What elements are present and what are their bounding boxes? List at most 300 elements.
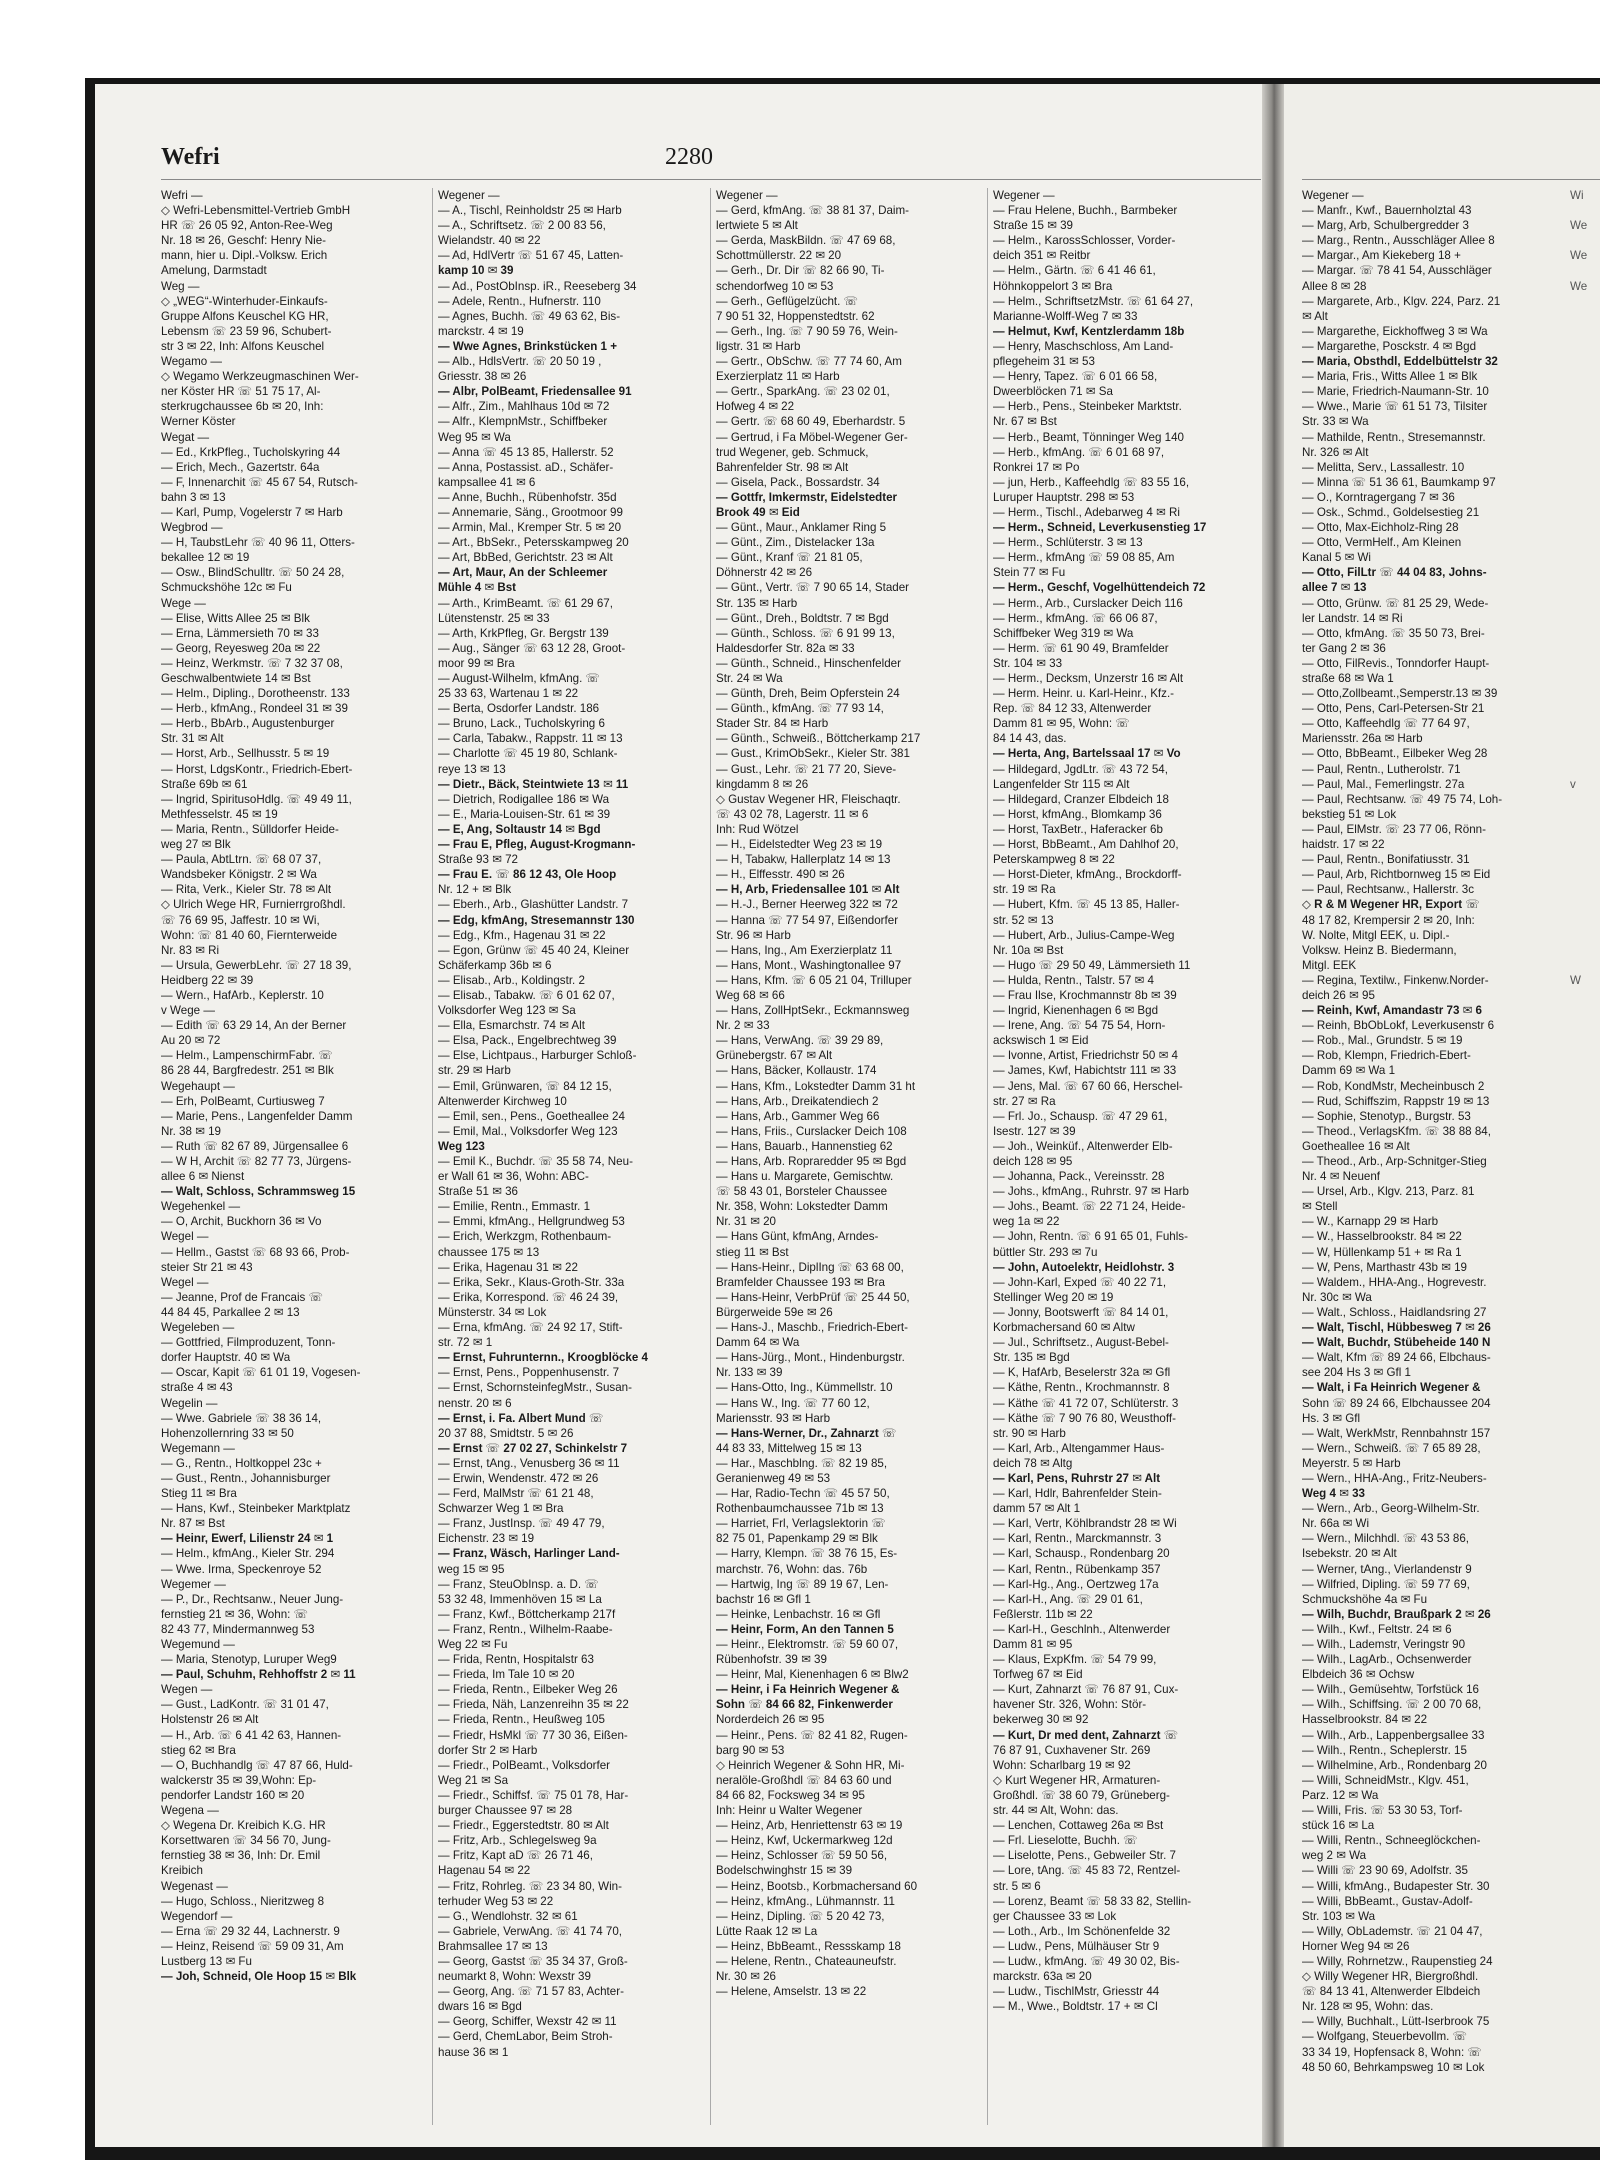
- directory-entry-line: — Anna ☏ 45 13 85, Hallerstr. 52: [438, 445, 614, 459]
- directory-entry-line: — Herm., kfmAng. ☏ 66 06 87,: [993, 611, 1158, 625]
- directory-entry-line: — James, Kwf, Habichtstr 111 ✉ 33: [993, 1064, 1177, 1078]
- directory-entry-line: — Frau E. ☏ 86 12 43, Ole Hoop: [438, 868, 617, 882]
- directory-entry-line: — Wern., Arb., Georg-Wilhelm-Str.: [1302, 1502, 1480, 1516]
- directory-entry-line: — Wwe Agnes, Brinkstücken 1 +: [438, 339, 618, 353]
- directory-entry-line: — Günth., Schweiß., Böttcherkamp 217: [716, 732, 921, 746]
- directory-entry-line: — Emil, Grünwaren, ☏ 84 12 15,: [438, 1079, 612, 1093]
- directory-entry-line: — Egon, Grünw ☏ 45 40 24, Kleiner: [438, 943, 630, 957]
- directory-entry-line: — Kurt, Dr med dent, Zahnarzt ☏: [993, 1728, 1179, 1742]
- directory-entry-line: Hagenau 54 ✉ 22: [438, 1864, 531, 1878]
- directory-entry-line: Str. 31 ✉ Alt: [161, 732, 224, 746]
- directory-entry-line: — Günth, Dreh, Beim Opferstein 24: [716, 687, 900, 701]
- directory-entry-line: ackswisch 1 ✉ Eid: [993, 1034, 1089, 1048]
- directory-entry-line: Meyerstr. 5 ✉ Harb: [1302, 1456, 1401, 1470]
- directory-entry-line: — Osw., BlindSchulltr. ☏ 50 24 28,: [161, 566, 345, 580]
- directory-entry-line: — Heinr, i Fa Heinrich Wegener &: [716, 1683, 900, 1697]
- directory-entry-line: — Horst, Arb., Sellhusstr. 5 ✉ 19: [161, 747, 330, 761]
- cut-off-fragment: [1570, 490, 1600, 505]
- directory-entry-line: — Paul, Rentn., Lutherolstr. 71: [1302, 762, 1461, 776]
- directory-entry-line: — Karl, Pump, Vogelerstr 7 ✉ Harb: [161, 505, 343, 519]
- directory-entry-line: — A., Tischl, Reinholdstr 25 ✉ Harb: [438, 204, 622, 218]
- directory-entry-line: Nr. 358, Wohn: Lokstedter Damm: [716, 1200, 888, 1214]
- directory-entry-line: ☏ 84 13 41, Altenwerder Elbdeich: [1302, 1985, 1481, 1999]
- directory-entry-line: Weg —: [161, 279, 200, 293]
- directory-entry-line: Nr. 10a ✉ Bst: [993, 943, 1064, 957]
- directory-entry-line: 20 37 88, Smidtstr. 5 ✉ 26: [438, 1426, 574, 1440]
- directory-entry-line: Isebekstr. 20 ✉ Alt: [1302, 1547, 1397, 1561]
- directory-entry-line: — Heinr, Form, An den Tannen 5: [716, 1622, 894, 1636]
- directory-entry-line: Methfesselstr. 45 ✉ 19: [161, 807, 278, 821]
- directory-entry-line: — Marie, Friedrich-Naumann-Str. 10: [1302, 385, 1489, 399]
- directory-entry-line: Mühle 4 ✉ Bst: [438, 581, 516, 595]
- directory-entry-line: — Lorenz, Beamt ☏ 58 33 82, Stellin-: [993, 1894, 1192, 1908]
- directory-entry-line: — Harriet, Frl, Verlagslektorin ☏: [716, 1517, 886, 1531]
- directory-entry-line: Str. 135 ✉ Harb: [716, 596, 798, 610]
- directory-entry-line: Feßlerstr. 11b ✉ 22: [993, 1607, 1093, 1621]
- directory-entry-line: — Hans, Bäcker, Kollaustr. 174: [716, 1064, 877, 1078]
- directory-entry-line: Goetheallee 16 ✉ Alt: [1302, 1139, 1410, 1153]
- directory-entry-line: stieg 62 ✉ Bra: [161, 1743, 236, 1757]
- directory-entry-line: — Lore, tAng. ☏ 45 83 72, Rentzel-: [993, 1864, 1181, 1878]
- directory-entry-line: — Hans W., Ing. ☏ 77 60 12,: [716, 1396, 870, 1410]
- directory-entry-line: ter Gang 2 ✉ 36: [1302, 641, 1386, 655]
- directory-entry-line: pflegeheim 31 ✉ 53: [993, 355, 1095, 369]
- directory-entry-line: — Marg., Rentn., Ausschläger Allee 8: [1302, 234, 1495, 248]
- directory-entry-line: ◇ Kurt Wegener HR, Armaturen-: [993, 1773, 1161, 1787]
- directory-entry-line: — Herm., Decksm, Unzerstr 16 ✉ Alt: [993, 672, 1184, 685]
- directory-entry-line: mann, hier u. Dipl.-Volksw. Erich: [161, 249, 328, 263]
- directory-entry-line: ◇ Wegamo Werkzeugmaschinen Wer-: [161, 370, 359, 384]
- directory-entry-line: str 3 ✉ 22, Inh: Alfons Keuschel: [161, 339, 325, 353]
- directory-entry-line: — Günt., Kranf ☏ 21 81 05,: [716, 551, 863, 565]
- directory-entry-line: — Hans-Otto, Ing., Kümmellstr. 10: [716, 1381, 893, 1395]
- directory-entry-line: — Hans, Arb., Dreikatendiech 2: [716, 1094, 879, 1108]
- directory-entry-line: — Elsa, Pack., Engelbrechtweg 39: [438, 1034, 617, 1048]
- directory-entry-line: — Maria, Stenotyp, Luruper Weg9: [161, 1653, 337, 1667]
- directory-entry-line: kamp 10 ✉ 39: [438, 264, 514, 278]
- directory-entry-line: marckstr. 63a ✉ 20: [993, 1970, 1092, 1984]
- directory-page-right: [1284, 84, 1600, 2147]
- directory-entry-line: — Helm., KarossSchlosser, Vorder-: [993, 234, 1176, 248]
- directory-entry-line: weg 15 ✉ 95: [438, 1562, 505, 1576]
- directory-entry-line: — Walt, Buchdr, Stübeheide 140 N: [1302, 1336, 1491, 1350]
- directory-entry-line: — Willy, Buchhalt., Lütt-Iserbrook 75: [1302, 2015, 1490, 2029]
- directory-entry-line: 82 75 01, Papenkamp 29 ✉ Blk: [716, 1532, 878, 1546]
- cut-off-fragment: [1570, 550, 1600, 565]
- cut-off-fragment: [1570, 867, 1600, 882]
- directory-entry-line: — Wolfgang, Steuerbevollm. ☏: [1302, 2030, 1468, 2044]
- cut-off-fragment: [1570, 943, 1600, 958]
- directory-entry-line: Nr. 38 ✉ 19: [161, 1124, 221, 1138]
- directory-entry-line: — Willy, ObLademstr. ☏ 21 04 47,: [1302, 1924, 1483, 1938]
- directory-entry-line: — Ludw., kfmAng. ☏ 49 30 02, Bis-: [993, 1954, 1180, 1968]
- directory-entry-line: — Hildegard, JgdLtr. ☏ 43 72 54,: [993, 762, 1168, 776]
- directory-entry-line: chaussee 175 ✉ 13: [438, 1245, 540, 1259]
- cut-off-fragment: [1570, 852, 1600, 867]
- directory-entry-line: haidstr. 17 ✉ 22: [1302, 838, 1385, 852]
- directory-entry-line: — O., Korntragergang 7 ✉ 36: [1302, 490, 1455, 504]
- directory-entry-line: — Walt., Schloss., Haidlandsring 27: [1302, 1305, 1487, 1319]
- directory-entry-line: ner Köster HR ☏ 51 75 17, Al-: [161, 385, 321, 399]
- directory-entry-line: Nr. 133 ✉ 39: [716, 1366, 783, 1380]
- directory-entry-line: bahn 3 ✉ 13: [161, 490, 226, 504]
- directory-entry-line: allee 7 ✉ 13: [1302, 581, 1367, 595]
- directory-entry-line: — Hans-J., Maschb., Friedrich-Ebert-: [716, 1321, 908, 1335]
- directory-entry-line: weg 2 ✉ Wa: [1302, 1849, 1367, 1863]
- directory-entry-line: Str. 33 ✉ Wa: [1302, 415, 1369, 429]
- directory-entry-line: Volksw. Heinz B. Biedermann,: [1302, 943, 1457, 957]
- directory-entry-line: — Werner, tAng., Vierlandenstr 9: [1302, 1562, 1472, 1576]
- directory-entry-line: deich 78 ✉ Altg: [993, 1456, 1073, 1470]
- directory-entry-line: Elbdeich 36 ✉ Ochsw: [1302, 1668, 1415, 1682]
- directory-entry-line: — Margar. ☏ 78 41 54, Ausschläger: [1302, 264, 1492, 278]
- cut-off-fragment: [1570, 309, 1600, 324]
- directory-entry-line: — Gottfried, Filmproduzent, Tonn-: [161, 1336, 336, 1350]
- directory-entry-line: — Hans Günt, kfmAng, Arndes-: [716, 1230, 879, 1244]
- directory-entry-line: deich 128 ✉ 95: [993, 1155, 1073, 1168]
- directory-entry-line: str. 52 ✉ 13: [993, 913, 1054, 927]
- directory-entry-line: — Erna ☏ 29 32 44, Lachnerstr. 9: [161, 1924, 340, 1938]
- directory-entry-line: havener Str. 326, Wohn: Stör-: [993, 1698, 1147, 1712]
- directory-entry-line: — Hans-Heinr, VerbPrüf ☏ 25 44 50,: [716, 1290, 910, 1304]
- directory-entry-line: — Marg, Arb, Schulbergredder 3: [1302, 219, 1469, 233]
- cut-off-fragment: [1570, 626, 1600, 641]
- directory-entry-line: — Jul., Schriftsetz., August-Bebel-: [993, 1336, 1169, 1350]
- directory-entry-line: — Har, Radio-Techn ☏ 45 57 50,: [716, 1487, 890, 1501]
- directory-entry-line: Sohn ☏ 84 66 82, Finkenwerder: [716, 1698, 893, 1712]
- directory-entry-line: — Margarethe, Eickhoffweg 3 ✉ Wa: [1302, 324, 1488, 338]
- directory-entry-line: — Herb., Beamt, Tönninger Weg 140: [993, 430, 1184, 444]
- directory-entry-line: Hs. 3 ✉ Gfl: [1302, 1411, 1361, 1425]
- directory-entry-line: Nr. 128 ✉ 95, Wohn: das.: [1302, 2000, 1434, 2014]
- cut-off-fragment: [1570, 837, 1600, 852]
- directory-entry-line: — Bruno, Lack., Tucholskyring 6: [438, 717, 605, 731]
- directory-entry-line: Eichenstr. 23 ✉ 19: [438, 1532, 535, 1546]
- directory-entry-line: — Wilh., Kwf., Feltstr. 24 ✉ 6: [1302, 1622, 1452, 1636]
- directory-entry-line: Wegemer —: [161, 1577, 226, 1591]
- directory-entry-line: — Fritz, Kapt aD ☏ 26 71 46,: [438, 1849, 593, 1863]
- cut-off-fragment: [1570, 369, 1600, 384]
- cut-off-fragment: [1570, 430, 1600, 445]
- directory-entry-line: — Wilh., Schiffsing. ☏ 2 00 70 68,: [1302, 1698, 1482, 1712]
- directory-entry-line: — Gerh., Ing. ☏ 7 90 59 76, Wein-: [716, 324, 898, 338]
- directory-entry-line: — Käthe ☏ 7 90 76 80, Weusthoff-: [993, 1411, 1176, 1425]
- directory-entry-line: — Heinr., Pens. ☏ 82 41 82, Rugen-: [716, 1728, 908, 1742]
- directory-entry-line: — Paul, Mal., Femerlingstr. 27a: [1302, 777, 1465, 791]
- directory-entry-line: — Hubert, Kfm. ☏ 45 13 85, Haller-: [993, 898, 1180, 912]
- directory-entry-line: Schiffbeker Weg 319 ✉ Wa: [993, 626, 1134, 640]
- directory-entry-line: Wegener —: [438, 189, 500, 202]
- directory-entry-line: — Oscar, Kapit ☏ 61 01 19, Vogesen-: [161, 1366, 361, 1380]
- directory-entry-line: — Heinz, Kwf, Uckermarkweg 12d: [716, 1834, 893, 1848]
- directory-entry-line: ligstr. 31 ✉ Harb: [716, 339, 801, 353]
- cut-off-fragment: [1570, 596, 1600, 611]
- directory-entry-line: — Hans, Arb., Gammer Weg 66: [716, 1109, 880, 1123]
- directory-entry-line: — Klaus, ExpKfm. ☏ 54 79 99,: [993, 1653, 1157, 1667]
- directory-entry-line: — Willi, Rentn., Schneeglöckchen-: [1302, 1834, 1481, 1848]
- directory-entry-line: — Hubert, Arb., Julius-Campe-Weg: [993, 928, 1175, 942]
- directory-entry-line: Au 20 ✉ 72: [161, 1034, 221, 1048]
- directory-entry-line: — Gerda, MaskBildn. ☏ 47 69 68,: [716, 234, 896, 248]
- directory-entry-line: kingdamm 8 ✉ 26: [716, 777, 809, 791]
- directory-entry-line: — August-Wilhelm, kfmAng. ☏: [438, 672, 601, 685]
- directory-entry-line: bekstieg 51 ✉ Lok: [1302, 807, 1397, 821]
- directory-entry-line: — Margarethe, Posckstr. 4 ✉ Bgd: [1302, 339, 1477, 353]
- directory-entry-line: — Gust., Rentn., Johannisburger: [161, 1471, 331, 1485]
- directory-entry-line: Volksdorfer Weg 123 ✉ Sa: [438, 1004, 576, 1018]
- directory-entry-line: — Walt, Kfm ☏ 89 24 66, Elbchaus-: [1302, 1351, 1491, 1365]
- directory-entry-line: — Henry, Tapez. ☏ 6 01 66 58,: [993, 370, 1158, 384]
- directory-entry-line: — Eberh., Arb., Glashütter Landstr. 7: [438, 898, 629, 912]
- directory-entry-line: Bahrenfelder Str. 98 ✉ Alt: [716, 460, 849, 474]
- directory-entry-line: — Ad, HdlVertr ☏ 51 67 45, Latten-: [438, 249, 624, 263]
- cut-off-fragment: [1570, 716, 1600, 731]
- directory-entry-line: Kanal 5 ✉ Wi: [1302, 551, 1371, 565]
- directory-entry-line: Nr. 31 ✉ 20: [716, 1215, 776, 1229]
- directory-entry-line: 84 66 82, Focksweg 34 ✉ 95: [716, 1788, 865, 1802]
- directory-entry-line: — Mathilde, Rentn., Stresemannstr.: [1302, 430, 1486, 444]
- directory-entry-line: Hasselbrookstr. 84 ✉ 22: [1302, 1713, 1428, 1727]
- cut-off-fragment: W: [1570, 973, 1581, 987]
- directory-entry-line: Nr. 87 ✉ Bst: [161, 1517, 225, 1531]
- directory-entry-line: Wegener —: [993, 189, 1055, 202]
- directory-entry-line: — Sophie, Stenotyp., Burgstr. 53: [1302, 1109, 1471, 1123]
- directory-entry-line: 82 43 77, Mindermannweg 53: [161, 1622, 315, 1636]
- directory-entry-line: — Erich, Mech., Gazertstr. 64a: [161, 460, 320, 474]
- directory-entry-line: — Frieda, Im Tale 10 ✉ 20: [438, 1668, 575, 1682]
- directory-entry-line: Str. 96 ✉ Harb: [716, 928, 791, 942]
- directory-entry-line: — Gust., KrimObSekr., Kieler Str. 381: [716, 747, 910, 761]
- directory-entry-line: — A., Schriftsetz. ☏ 2 00 83 56,: [438, 219, 606, 233]
- directory-entry-line: weg 1a ✉ 22: [993, 1215, 1060, 1229]
- directory-page-left: [95, 84, 1265, 2147]
- directory-entry-line: — Ella, Esmarchstr. 74 ✉ Alt: [438, 1019, 585, 1033]
- directory-entry-line: Nr. 30 ✉ 26: [716, 1970, 776, 1984]
- directory-entry-line: — Wilh., Lademstr, Veringstr 90: [1302, 1638, 1466, 1651]
- directory-entry-line: — Edith ☏ 63 29 14, An der Berner: [161, 1019, 347, 1033]
- cut-off-fragment: [1570, 641, 1600, 656]
- directory-entry-line: Ronkrei 17 ✉ Po: [993, 460, 1080, 474]
- directory-entry-line: — Hans, VerwAng. ☏ 39 29 89,: [716, 1034, 884, 1048]
- directory-entry-line: — G., Rentn., Holtkoppel 23c +: [161, 1456, 322, 1470]
- directory-entry-line: Wegener —: [716, 189, 778, 202]
- cut-off-fragment: We: [1570, 279, 1588, 293]
- directory-entry-line: — Annemarie, Säng., Grootmoor 99: [438, 505, 623, 519]
- directory-entry-line: — Horst-Dieter, kfmAng., Brockdorff-: [993, 868, 1182, 882]
- directory-entry-line: — Herb., Pens., Steinbeker Marktstr.: [993, 400, 1182, 414]
- directory-entry-line: — Otto, Grünw. ☏ 81 25 29, Wede-: [1302, 596, 1489, 610]
- directory-entry-line: Hofweg 4 ✉ 22: [716, 400, 795, 414]
- directory-entry-line: — Gust., Lehr. ☏ 21 77 20, Sieve-: [716, 762, 897, 776]
- directory-entry-line: — Reinh, Kwf, Amandastr 73 ✉ 6: [1302, 1004, 1483, 1018]
- directory-entry-line: Inh: Rud Wötzel: [716, 822, 799, 836]
- directory-entry-line: — jun, Herb., Kaffeehdlg ☏ 83 55 16,: [993, 475, 1190, 489]
- cut-off-fragment: [1570, 263, 1600, 278]
- directory-entry-line: Weg 95 ✉ Wa: [438, 430, 511, 444]
- directory-entry-line: Stellinger Weg 20 ✉ 19: [993, 1290, 1114, 1304]
- directory-entry-line: — W., Karnapp 29 ✉ Harb: [1302, 1215, 1439, 1229]
- directory-entry-line: — Heinr., Elektromstr. ☏ 59 60 07,: [716, 1638, 899, 1651]
- directory-entry-line: — Erwin, Wendenstr. 472 ✉ 26: [438, 1471, 599, 1485]
- directory-entry-line: — Wilh., Gemüsehtw, Torfstück 16: [1302, 1683, 1479, 1697]
- directory-entry-line: — Hans, Kfm. ☏ 6 05 21 04, Trilluper: [716, 973, 912, 987]
- directory-entry-line: — Ad., PostObInsp. iR., Reeseberg 34: [438, 279, 637, 293]
- directory-entry-line: walckerstr 35 ✉ 39,Wohn: Ep-: [161, 1773, 317, 1787]
- directory-entry-line: — Art., BbSekr., Petersskampweg 20: [438, 536, 629, 550]
- directory-entry-line: dwars 16 ✉ Bgd: [438, 2000, 522, 2014]
- directory-entry-line: — Helm., LampenschirmFabr. ☏: [161, 1049, 333, 1063]
- directory-entry-line: neralöle-Großhdl ☏ 84 63 60 und: [716, 1773, 892, 1787]
- directory-entry-line: — Erh, PolBeamt, Curtiusweg 7: [161, 1094, 325, 1108]
- directory-entry-line: — Ernst, i. Fa. Albert Mund ☏: [438, 1411, 604, 1425]
- cut-off-fragment: [1570, 324, 1600, 339]
- cut-off-fragment: [1570, 399, 1600, 414]
- directory-entry-line: — Ernst, Pens., Poppenhusenstr. 7: [438, 1366, 620, 1380]
- cut-off-fragment: [1570, 656, 1600, 671]
- directory-entry-line: Wegel —: [161, 1275, 209, 1289]
- directory-entry-line: Parz. 12 ✉ Wa: [1302, 1788, 1379, 1802]
- directory-entry-line: — Ed., KrkPfleg., Tucholskyring 44: [161, 445, 341, 459]
- directory-entry-line: — Anna, Postassist. aD., Schäfer-: [438, 460, 614, 474]
- directory-entry-line: — Johs., Beamt. ☏ 22 71 24, Heide-: [993, 1200, 1186, 1214]
- directory-entry-line: — Kurt, Zahnarzt ☏ 76 87 91, Cux-: [993, 1683, 1179, 1697]
- directory-entry-line: — Lenchen, Cottaweg 26a ✉ Bst: [993, 1819, 1164, 1833]
- directory-entry-line: — Albr, PolBeamt, Friedensallee 91: [438, 385, 632, 399]
- directory-entry-line: — Wern., HHA-Ang., Fritz-Neubers-: [1302, 1471, 1487, 1485]
- directory-entry-line: Str. 24 ✉ Wa: [716, 672, 783, 685]
- directory-entry-line: allee 6 ✉ Nienst: [161, 1170, 245, 1184]
- directory-entry-line: er Wall 61 ✉ 36, Wohn: ABC-: [438, 1170, 589, 1184]
- directory-entry-line: — Har., Maschblng. ☏ 82 19 85,: [716, 1456, 888, 1470]
- directory-entry-line: — Dietrich, Rodigallee 186 ✉ Wa: [438, 792, 610, 806]
- directory-entry-line: — Herb., kfmAng., Rondeel 31 ✉ 39: [161, 702, 348, 716]
- directory-entry-line: — Karl, Arb., Altengammer Haus-: [993, 1441, 1165, 1455]
- directory-entry-line: — Helene, Amselstr. 13 ✉ 22: [716, 1985, 867, 1999]
- directory-entry-line: Weg 21 ✉ Sa: [438, 1773, 509, 1787]
- directory-entry-line: — Otto, kfmAng. ☏ 35 50 73, Brei-: [1302, 626, 1485, 640]
- directory-entry-line: — Hartwig, Ing ☏ 89 19 67, Len-: [716, 1577, 889, 1591]
- directory-entry-line: ◇ Gustav Wegener HR, Fleischaqtr.: [716, 792, 901, 806]
- directory-entry-line: — Ferd, MalMstr ☏ 61 21 48,: [438, 1487, 594, 1501]
- directory-entry-line: Horner Weg 94 ✉ 26: [1302, 1939, 1410, 1953]
- directory-entry-line: Schwarzer Weg 1 ✉ Bra: [438, 1502, 564, 1516]
- directory-entry-line: — Paul, Arb, Richtbornweg 15 ✉ Eid: [1302, 868, 1491, 882]
- directory-entry-line: dorfer Str 2 ✉ Harb: [438, 1743, 538, 1757]
- directory-entry-line: 44 84 45, Parkallee 2 ✉ 13: [161, 1305, 300, 1319]
- directory-entry-line: — Frl. Lieselotte, Buchh. ☏: [993, 1834, 1138, 1848]
- directory-entry-line: W. Nolte, Mitgl EEK, u. Dipl.-: [1302, 928, 1450, 942]
- directory-entry-line: — Wwe. Irma, Speckenroye 52: [161, 1562, 322, 1576]
- directory-entry-line: — Herm., Geschf, Vogelhüttendeich 72: [993, 581, 1206, 595]
- directory-entry-line: Lütte Raak 12 ✉ La: [716, 1924, 818, 1938]
- directory-entry-line: ✉ Stell: [1302, 1200, 1338, 1214]
- directory-entry-line: — Herm., Arb., Curslacker Deich 116: [993, 596, 1183, 610]
- directory-entry-line: Straße 69b ✉ 61: [161, 777, 248, 791]
- directory-entry-line: — Hellm., Gastst ☏ 68 93 66, Prob-: [161, 1245, 350, 1259]
- directory-entry-line: — Elisab., Arb., Koldingstr. 2: [438, 973, 585, 987]
- directory-entry-line: deich 26 ✉ 95: [1302, 988, 1375, 1002]
- directory-entry-line: — P., Dr., Rechtsanw., Neuer Jung-: [161, 1592, 344, 1606]
- directory-entry-line: — Charlotte ☏ 45 19 80, Schlank-: [438, 747, 618, 761]
- directory-entry-line: Wegener —: [1302, 189, 1364, 202]
- directory-entry-line: — Osk., Schmd., Goldelsestieg 21: [1302, 505, 1480, 519]
- directory-entry-line: — Wwe., Marie ☏ 61 51 73, Tilsiter: [1302, 400, 1488, 414]
- directory-entry-line: — Ruth ☏ 82 67 89, Jürgensallee 6: [161, 1139, 349, 1153]
- directory-entry-line: — Willi, BbBeamt., Gustav-Adolf-: [1302, 1894, 1473, 1908]
- directory-entry-line: — Hans, Bauarb., Hannenstieg 62: [716, 1139, 893, 1153]
- directory-entry-line: — Paul, Rechtsanw. ☏ 49 75 74, Loh-: [1302, 792, 1503, 806]
- directory-entry-line: — Rud, Schiffszim, Rappstr 19 ✉ 13: [1302, 1094, 1490, 1108]
- header-rule: [1302, 179, 1600, 180]
- directory-entry-line: — Loth., Arb., Im Schönenfelde 32: [993, 1924, 1171, 1938]
- directory-entry-line: — John, Autoelektr, Heidlohstr. 3: [993, 1260, 1175, 1274]
- directory-entry-line: Stieg 11 ✉ Bra: [161, 1487, 237, 1501]
- directory-entry-line: — Gertrud, i Fa Möbel-Wegener Ger-: [716, 430, 908, 444]
- directory-entry-line: — K, HafArb, Beselerstr 32a ✉ Gfl: [993, 1366, 1171, 1380]
- cut-off-fragment: [1570, 671, 1600, 686]
- directory-entry-line: 25 33 63, Wartenau 1 ✉ 22: [438, 687, 579, 701]
- cut-off-fragment: [1570, 565, 1600, 580]
- directory-entry-line: — Friedr., Eggerstedtstr. 80 ✉ Alt: [438, 1819, 609, 1833]
- directory-entry-line: — Carla, Tabakw., Rappstr. 11 ✉ 13: [438, 732, 623, 746]
- directory-entry-line: — Rita, Verk., Kieler Str. 78 ✉ Alt: [161, 883, 332, 897]
- directory-entry-line: — Gottfr, Imkermstr, Eidelstedter: [716, 490, 898, 504]
- directory-entry-line: — Gabriele, VerwAng. ☏ 41 74 70,: [438, 1924, 622, 1938]
- directory-entry-line: — Herta, Ang, Bartelssaal 17 ✉ Vo: [993, 747, 1181, 761]
- directory-entry-line: Schmuckshöhe 4a ✉ Fu: [1302, 1592, 1428, 1606]
- directory-entry-line: 86 28 44, Bargfredestr. 251 ✉ Blk: [161, 1064, 334, 1078]
- directory-entry-line: str. 72 ✉ 1: [438, 1336, 493, 1350]
- directory-entry-line: Rübenhofstr. 39 ✉ 39: [716, 1653, 827, 1667]
- directory-entry-line: — Walt, WerkMstr, Rennbahnstr 157: [1302, 1426, 1491, 1440]
- directory-entry-line: 84 14 43, das.: [993, 732, 1067, 746]
- directory-entry-line: — Horst, BbBeamt., Am Dahlhof 20,: [993, 838, 1179, 852]
- directory-entry-line: Griesstr. 38 ✉ 26: [438, 370, 527, 384]
- directory-entry-line: straße 4 ✉ 43: [161, 1381, 233, 1395]
- directory-entry-line: Bodelschwinghstr 15 ✉ 39: [716, 1864, 853, 1878]
- directory-entry-line: Wegemund —: [161, 1638, 235, 1651]
- directory-entry-line: — Otto, FilRevis., Tonndorfer Haupt-: [1302, 656, 1490, 670]
- directory-entry-line: — Art, BbBed, Gerichtstr. 23 ✉ Alt: [438, 551, 613, 565]
- directory-entry-line: — Ernst, SchornsteinfegMstr., Susan-: [438, 1381, 632, 1395]
- directory-entry-line: Wielandstr. 40 ✉ 22: [438, 234, 541, 248]
- directory-entry-line: — Herm., Schlüterstr. 3 ✉ 13: [993, 536, 1143, 550]
- directory-entry-line: Hohenzollernring 33 ✉ 50: [161, 1426, 294, 1440]
- directory-entry-line: Wegehenkel —: [161, 1200, 241, 1214]
- cut-off-fragment: [1570, 460, 1600, 475]
- cut-off-fragment: [1570, 294, 1600, 309]
- directory-entry-line: Wohn: ☏ 81 40 60, Fiernterweide: [161, 928, 338, 942]
- directory-entry-line: Isestr. 127 ✉ 39: [993, 1124, 1076, 1138]
- directory-entry-line: ✉ Alt: [1302, 309, 1328, 323]
- directory-entry-line: Wandsbeker Königstr. 2 ✉ Wa: [161, 868, 317, 882]
- directory-entry-line: str. 44 ✉ Alt, Wohn: das.: [993, 1804, 1119, 1818]
- cut-off-fragment: [1570, 611, 1600, 626]
- directory-entry-line: — Ursel, Arb., Klgv. 213, Parz. 81: [1302, 1185, 1475, 1199]
- directory-entry-line: sterkrugchaussee 6b ✉ 20, Inh:: [161, 400, 324, 414]
- directory-entry-line: pendorfer Landstr 160 ✉ 20: [161, 1788, 305, 1802]
- directory-entry-line: — Herb., BbArb., Augustenburger: [161, 717, 335, 731]
- directory-entry-line: str. 90 ✉ Harb: [993, 1426, 1066, 1440]
- directory-entry-line: Stein 77 ✉ Fu: [993, 566, 1066, 580]
- directory-entry-line: — Karl, Vertr, Köhlbrandstr 28 ✉ Wi: [993, 1517, 1177, 1531]
- directory-entry-line: marchstr. 76, Wohn: das. 76b: [716, 1562, 868, 1576]
- directory-entry-line: — John-Karl, Exped ☏ 40 22 71,: [993, 1275, 1167, 1289]
- directory-entry-line: 48 17 82, Krempersir 2 ✉ 20, Inh:: [1302, 913, 1475, 927]
- directory-entry-line: — Otto, Kaffeehdlg ☏ 77 64 97,: [1302, 717, 1470, 731]
- directory-entry-line: — Karl, Rentn., Rübenkamp 357: [993, 1562, 1161, 1576]
- directory-entry-line: — W., Hasselbrookstr. 84 ✉ 22: [1302, 1230, 1462, 1244]
